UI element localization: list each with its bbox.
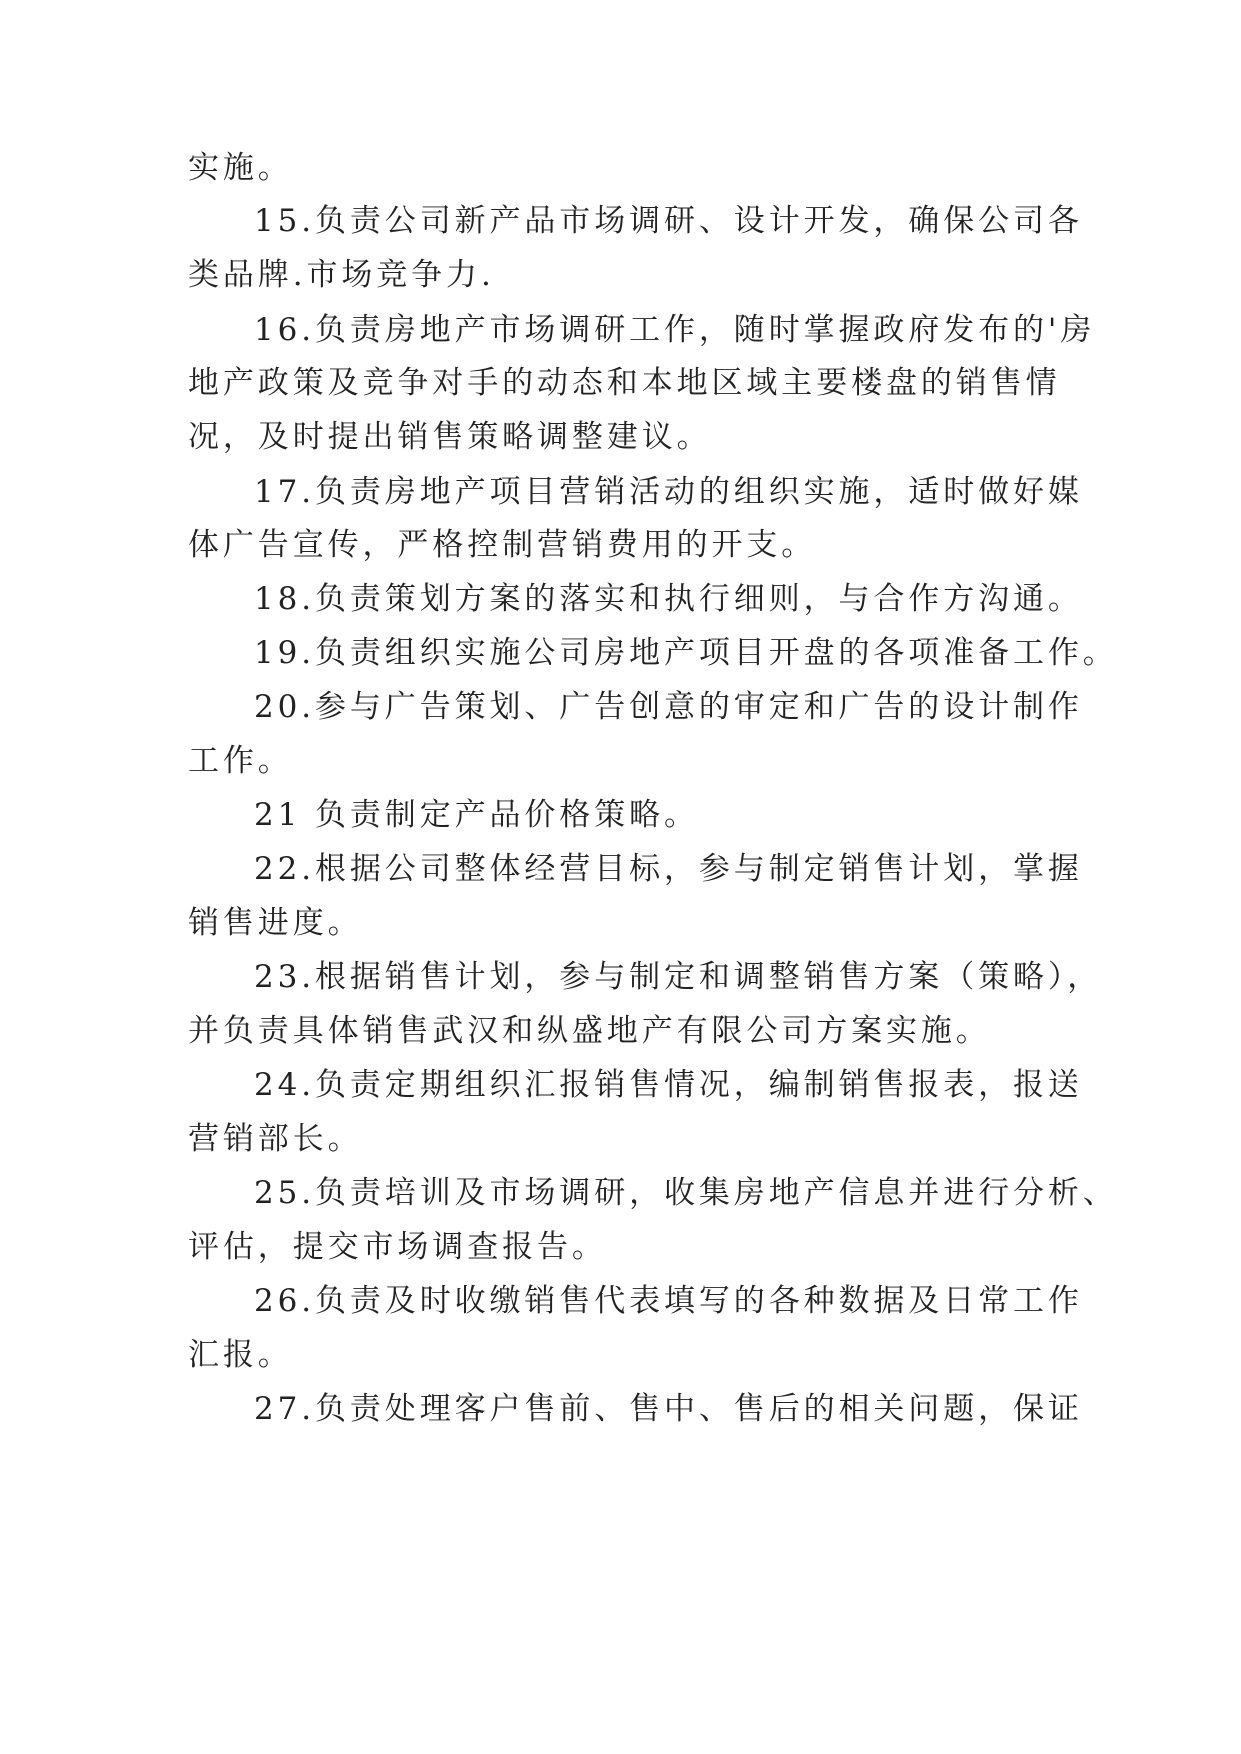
item-20-line-2: 工作。 — [188, 743, 293, 779]
item-17-line-1: 17.负责房地产项目营销活动的组织实施，适时做好媒 — [254, 474, 1083, 510]
item-25-line-1: 25.负责培训及市场调研，收集房地产信息并进行分析、 — [254, 1175, 1118, 1211]
item-16-line-1: 16.负责房地产市场调研工作，随时掌握政府发布的'房 — [254, 312, 1096, 348]
text-line: 实施。 — [188, 150, 293, 186]
item-17-line-2: 体广告宣传，严格控制营销费用的开支。 — [188, 527, 817, 563]
item-24-line-2: 营销部长。 — [188, 1121, 363, 1157]
item-23-line-1: 23.根据销售计划，参与制定和调整销售方案（策略）， — [254, 959, 1103, 995]
item-26-line-2: 汇报。 — [188, 1337, 293, 1373]
item-23-line-2: 并负责具体销售武汉和纵盛地产有限公司方案实施。 — [188, 1013, 991, 1049]
item-18-line-1: 18.负责策划方案的落实和执行细则，与合作方沟通。 — [254, 581, 1083, 617]
item-22-line-2: 销售进度。 — [188, 905, 363, 941]
item-19-line-1: 19.负责组织实施公司房地产项目开盘的各项准备工作。 — [254, 635, 1118, 671]
item-27-line-1: 27.负责处理客户售前、售中、售后的相关问题，保证 — [254, 1391, 1083, 1427]
item-22-line-1: 22.根据公司整体经营目标，参与制定销售计划，掌握 — [254, 851, 1083, 887]
item-15-line-2: 类品牌.市场竞争力. — [188, 257, 495, 293]
item-24-line-1: 24.负责定期组织汇报销售情况，编制销售报表，报送 — [254, 1067, 1083, 1103]
item-16-line-2: 地产政策及竞争对手的动态和本地区域主要楼盘的销售情 — [188, 365, 1061, 401]
item-21-line-1: 21 负责制定产品价格策略。 — [254, 797, 699, 833]
item-20-line-1: 20.参与广告策划、广告创意的审定和广告的设计制作 — [254, 689, 1083, 725]
item-26-line-1: 26.负责及时收缴销售代表填写的各种数据及日常工作 — [254, 1283, 1083, 1319]
item-16-line-3: 况，及时提出销售策略调整建议。 — [188, 419, 712, 455]
item-25-line-2: 评估，提交市场调查报告。 — [188, 1229, 607, 1265]
item-15-line-1: 15.负责公司新产品市场调研、设计开发，确保公司各 — [254, 203, 1083, 239]
